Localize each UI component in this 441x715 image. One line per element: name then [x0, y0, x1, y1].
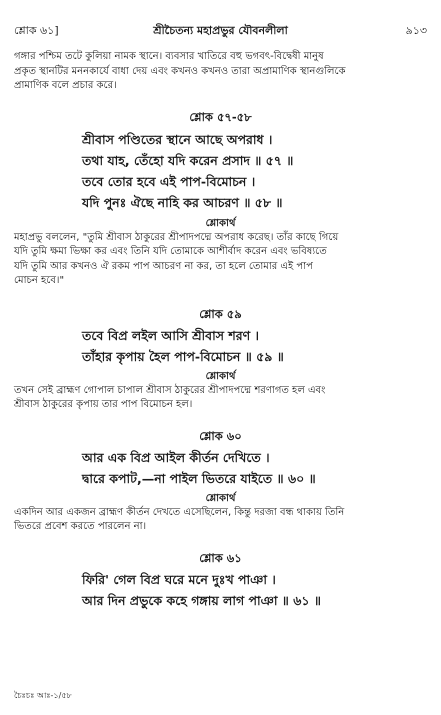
verse-heading: শ্লোক ৫৯	[199, 306, 242, 321]
header-title: শ্রীচৈতন্য মহাপ্রভুর যৌবনলীলা	[153, 24, 288, 37]
verse-line: তথা যাহ, তেঁহো যদি করেন প্রসাদ ॥ ৫৭ ॥	[82, 152, 294, 168]
translation-line: মহাপ্রভু বললেন, "তুমি শ্রীবাস ঠাকুরের শ্রীপাদপদ্মে অপরাধ করেছ। তাঁর কাছে গিয়ে	[14, 231, 339, 243]
verse-heading: শ্লোক ৬০	[199, 428, 242, 443]
translation-label: শ্লোকার্থ	[205, 217, 236, 229]
running-header	[14, 22, 427, 40]
intro-line: গঙ্গার পশ্চিম তটে কুলিয়া নামক স্থানে। ব্যবসার খাতিরে বহু ভগবৎ-বিদ্বেষী মানুষ	[14, 51, 324, 62]
translation-line: মোচন হবে।"	[14, 275, 65, 286]
verse-heading: শ্লোক ৬১	[199, 550, 242, 565]
verse-line: তবে বিপ্র লইল আসি শ্রীবাস শরণ ।	[82, 327, 260, 343]
page-body	[14, 50, 427, 611]
verse-line: দ্বারে কপাট,—না পাইল ভিতরে যাইতে ॥ ৬০ ॥	[82, 470, 316, 486]
translation-line: শ্রীবাস ঠাকুরের কৃপায় তার পাপ বিমোচন হল।	[14, 399, 193, 410]
translation-line: যদি তুমি ক্ষমা ভিক্ষা কর এবং তিনি যদি তোমাকে আশীর্বাদ করেন এবং ভবিষ্যতে	[14, 246, 327, 257]
verse-line: যদি পুনঃ ঐছে নাহি কর আচরণ ॥ ৫৮ ॥	[82, 194, 283, 210]
translation-line: ভিতরে প্রবেশ করতে পারলেন না।	[14, 521, 147, 532]
translation-line: একদিন আর একজন ব্রাহ্মণ কীর্তন দেখতে এসেছিলেন, কিন্তু দরজা বন্ধ থাকায় তিনি	[14, 506, 345, 518]
translation-label: শ্লোকার্থ	[205, 370, 236, 382]
verse-line: তাঁহার কৃপায় হৈল পাপ-বিমোচন ॥ ৫৯ ॥	[82, 348, 284, 364]
translation-line: যদি তুমি আর কখনও ঐ রকম পাপ আচরণ না কর, তা হলে তোমার এই পাপ	[14, 260, 313, 272]
verse-line: ফিরি' গেল বিপ্র ঘরে মনে দুঃখ পাঞা ।	[82, 571, 276, 587]
page-number: ৯১৩	[405, 24, 427, 37]
intro-line: প্রকৃত স্থানটির মননকার্যে বাধা দেয় এবং কখনও কখনও তারা অপ্রামাণিক স্থানগুলিকে	[14, 65, 346, 77]
verse-line: শ্রীবাস পণ্ডিতের স্থানে আছে অপরাধ ।	[82, 131, 273, 147]
translation-label: শ্লোকার্থ	[205, 492, 236, 504]
verse-line: আর এক বিপ্র আইল কীর্তন দেখিতে ।	[82, 449, 270, 465]
translation-line: তখন সেই ব্রাহ্মণ গোপাল চাপাল শ্রীবাস ঠাকুরের শ্রীপাদপদ্মে শরণাগত হল এবং	[14, 384, 326, 396]
page-footer-signature: চৈঃচঃ আঃ-১/৫৮	[14, 691, 72, 700]
verse-line: তবে তোর হবে এই পাপ-বিমোচন ।	[82, 173, 256, 189]
verse-heading: শ্লোক ৫৭-৫৮	[189, 109, 252, 124]
intro-line: প্রামাণিক বলে প্রচার করে।	[14, 80, 117, 91]
verse-line: আর দিন প্রভুকে কহে গঙ্গায় লাগ পাঞা ॥ ৬১ ॥	[82, 592, 321, 608]
header-verse-ref: শ্লোক ৬১]	[14, 24, 59, 37]
